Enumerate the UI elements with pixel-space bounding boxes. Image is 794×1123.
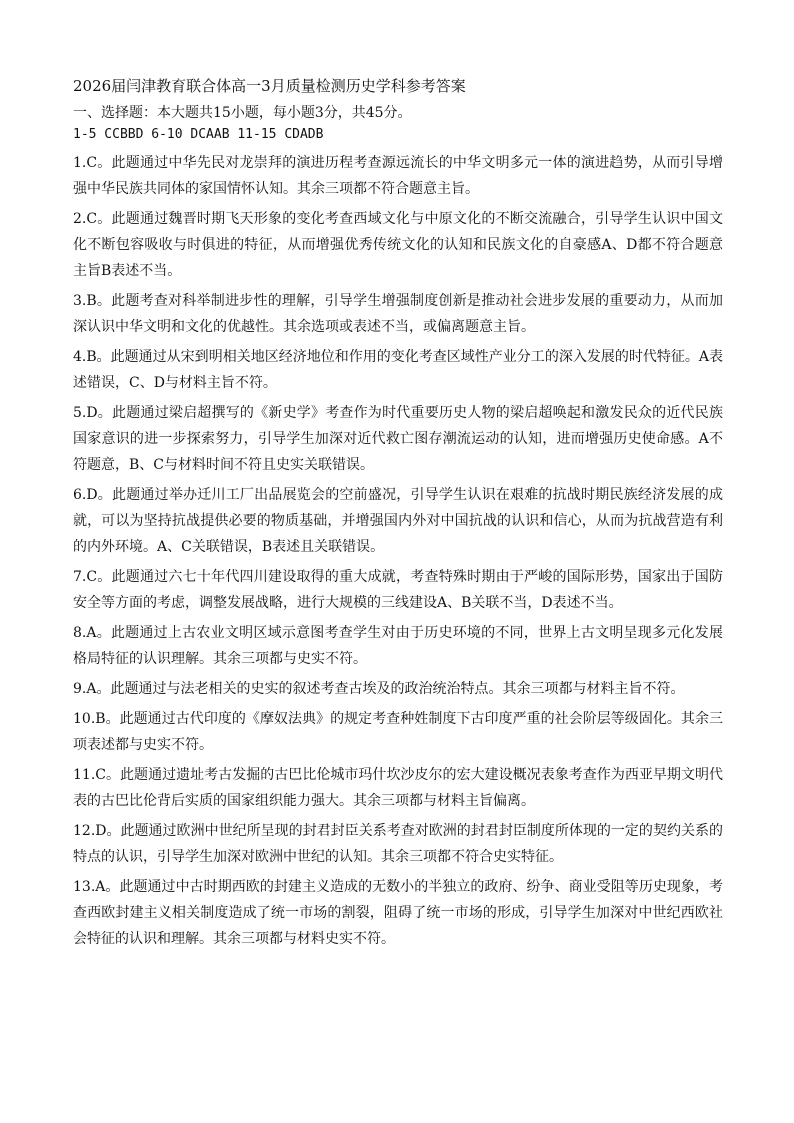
document-title: 2026届闫津教育联合体高一3月质量检测历史学科参考答案 <box>73 77 466 95</box>
explanation-8: 8.A。此题通过上古农业文明区域示意图考查学生对由于历史环境的不同，世界上古文明呈现多元化发展格局特征的认识理解。其余三项都与史实不符。 <box>73 625 723 667</box>
explanation-2: 2.C。此题通过魏晋时期飞天形象的变化考查西域文化与中原文化的不断交流融合，引导学生认识中国文化不断包容吸收与时俱进的特征，从而增强优秀传统文化的认知和民族文化的自豪感A、D都不符合题意主旨B表述不当。 <box>73 211 723 279</box>
section-heading: 一、选择题：本大题共15小题，每小题3分，共45分。 <box>73 105 412 121</box>
answer-sheet <box>73 74 723 956</box>
explanation-3: 3.B。此题考查对科举制进步性的理解，引导学生增强制度创新是推动社会进步发展的重要动力，从而加深认识中华文明和文化的优越性。其余选项或表述不当，或偏离题意主旨。 <box>73 293 723 335</box>
explanation-7: 7.C。此题通过六七十年代四川建设取得的重大成就，考查特殊时期由于严峻的国际形势，国家出于国防安全等方面的考虑，调整发展战略，进行大规模的三线建设A、B关联不当，D表述不当。 <box>73 569 723 611</box>
explanation-5: 5.D。此题通过梁启超撰写的《新史学》考查作为时代重要历史人物的梁启超唤起和激发民众的近代民族国家意识的进一步探索努力，引导学生加深对近代救亡图存潮流运动的认知，进而增强历史使命感。A不符题意，B、C与材料时间不符且史实关联错误。 <box>73 405 723 473</box>
explanation-1: 1.C。此题通过中华先民对龙崇拜的演进历程考查源远流长的中华文明多元一体的演进趋势，从而引导增强中华民族共同体的家国情怀认知。其余三项都不符合题意主旨。 <box>73 155 723 197</box>
explanation-11: 11.C。此题通过遗址考古发掘的古巴比伦城市玛什坎沙皮尔的宏大建设概况表象考查作为西亚早期文明代表的古巴比伦背后实质的国家组织能力强大。其余三项都与材料主旨偏离。 <box>73 767 723 809</box>
explanation-4: 4.B。此题通过从宋到明相关地区经济地位和作用的变化考查区域性产业分工的深入发展的时代特征。A表述错误，C、D与材料主旨不符。 <box>73 349 723 391</box>
explanation-10: 10.B。此题通过古代印度的《摩奴法典》的规定考查种姓制度下古印度严重的社会阶层等级固化。其余三项表述都与史实不符。 <box>73 711 723 753</box>
explanation-12: 12.D。此题通过欧洲中世纪所呈现的封君封臣关系考查对欧洲的封君封臣制度所体现的一定的契约关系的特点的认识，引导学生加深对欧洲中世纪的认知。其余三项都不符合史实特征。 <box>73 823 723 865</box>
explanation-13: 13.A。此题通过中古时期西欧的封建主义造成的无数小的半独立的政府、纷争、商业受阻等历史现象，考查西欧封建主义相关制度造成了统一市场的割裂，阻碍了统一市场的形成，引导学生加深对中世纪西欧社会特征的认识和理解。其余三项都与材料史实不符。 <box>73 879 723 947</box>
explanation-6: 6.D。此题通过举办迁川工厂出品展览会的空前盛况，引导学生认识在艰难的抗战时期民族经济发展的成就，可以为坚持抗战提供必要的物质基础，并增强国内外对中国抗战的认识和信心，从而为抗战营造有利的内外环境。A、C关联错误，B表述且关联错误。 <box>73 487 723 555</box>
answer-key: 1-5 CCBBD 6-10 DCAAB 11-15 CDADB <box>73 127 324 142</box>
explanation-9: 9.A。此题通过与法老相关的史实的叙述考查古埃及的政治统治特点。其余三项都与材料主旨不符。 <box>73 681 685 697</box>
